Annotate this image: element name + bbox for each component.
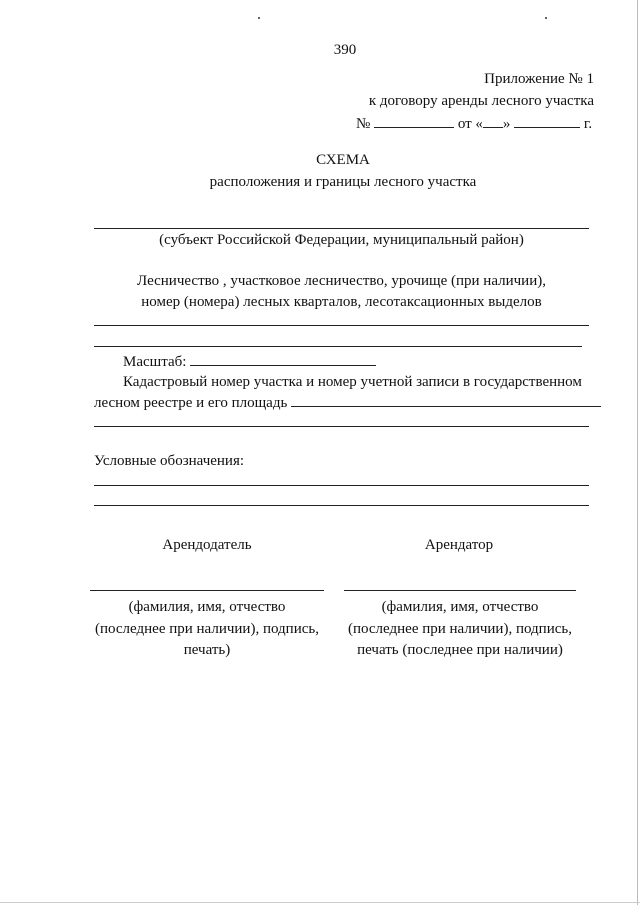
scan-edge-right: [637, 0, 638, 905]
month-blank: [514, 114, 580, 128]
lessor-signature-line: [90, 590, 324, 591]
scan-dot: [258, 17, 260, 19]
day-blank: [483, 114, 503, 128]
subject-line: [94, 228, 589, 229]
legend-blank-line-1: [94, 485, 589, 486]
forestry-blank-line-2: [94, 346, 582, 347]
scale-blank: [190, 352, 376, 366]
lessor-caption-2: (последнее при наличии), подпись,: [95, 621, 319, 637]
scheme-title: СХЕМА: [316, 152, 370, 168]
scan-edge-bottom: [0, 902, 640, 903]
lessor-caption-1: (фамилия, имя, отчество: [128, 599, 286, 615]
appendix-number-line: [356, 114, 592, 133]
from-label: от «: [457, 116, 483, 132]
lessor-caption-3: печать): [183, 642, 231, 658]
subject-caption: (субъект Российской Федерации, муниципальный район): [159, 232, 524, 248]
scale-label: Масштаб:: [123, 354, 187, 370]
scheme-subtitle: расположения и границы лесного участка: [209, 174, 477, 190]
forestry-blank-line-1: [94, 325, 589, 326]
cadastral-line-1: Кадастровый номер участка и номер учетной записи в государственном: [123, 374, 582, 390]
lessee-caption-1: (фамилия, имя, отчество: [381, 599, 539, 615]
lessee-signature-line: [344, 590, 576, 591]
scale-row: [123, 352, 376, 371]
lessee-caption-2: (последнее при наличии), подпись,: [348, 621, 572, 637]
cadastral-blank: [291, 393, 601, 407]
page-number: 390: [333, 42, 357, 58]
lessee-caption-3: печать (последнее при наличии): [357, 642, 563, 658]
appendix-subtitle: к договору аренды лесного участка: [368, 93, 594, 109]
number-sign: №: [356, 116, 371, 132]
year-suffix: г.: [583, 116, 593, 132]
cadastral-row-2: [94, 393, 601, 412]
quote-close: »: [502, 116, 511, 132]
forestry-line-2: номер (номера) лесных кварталов, лесотаксационных выделов: [141, 294, 542, 310]
legend-label: Условные обозначения:: [94, 453, 245, 469]
cadastral-line-2: лесном реестре и его площадь: [94, 395, 288, 411]
scan-dot: [545, 17, 547, 19]
lessor-title: Арендодатель: [162, 537, 252, 553]
forestry-line-1: Лесничество , участковое лесничество, урочище (при наличии),: [137, 273, 546, 289]
legend-blank-line-2: [94, 505, 589, 506]
cadastral-blank-line: [94, 426, 589, 427]
lessee-title: Арендатор: [424, 537, 494, 553]
contract-number-blank: [374, 114, 454, 128]
appendix-title: Приложение № 1: [484, 71, 594, 87]
